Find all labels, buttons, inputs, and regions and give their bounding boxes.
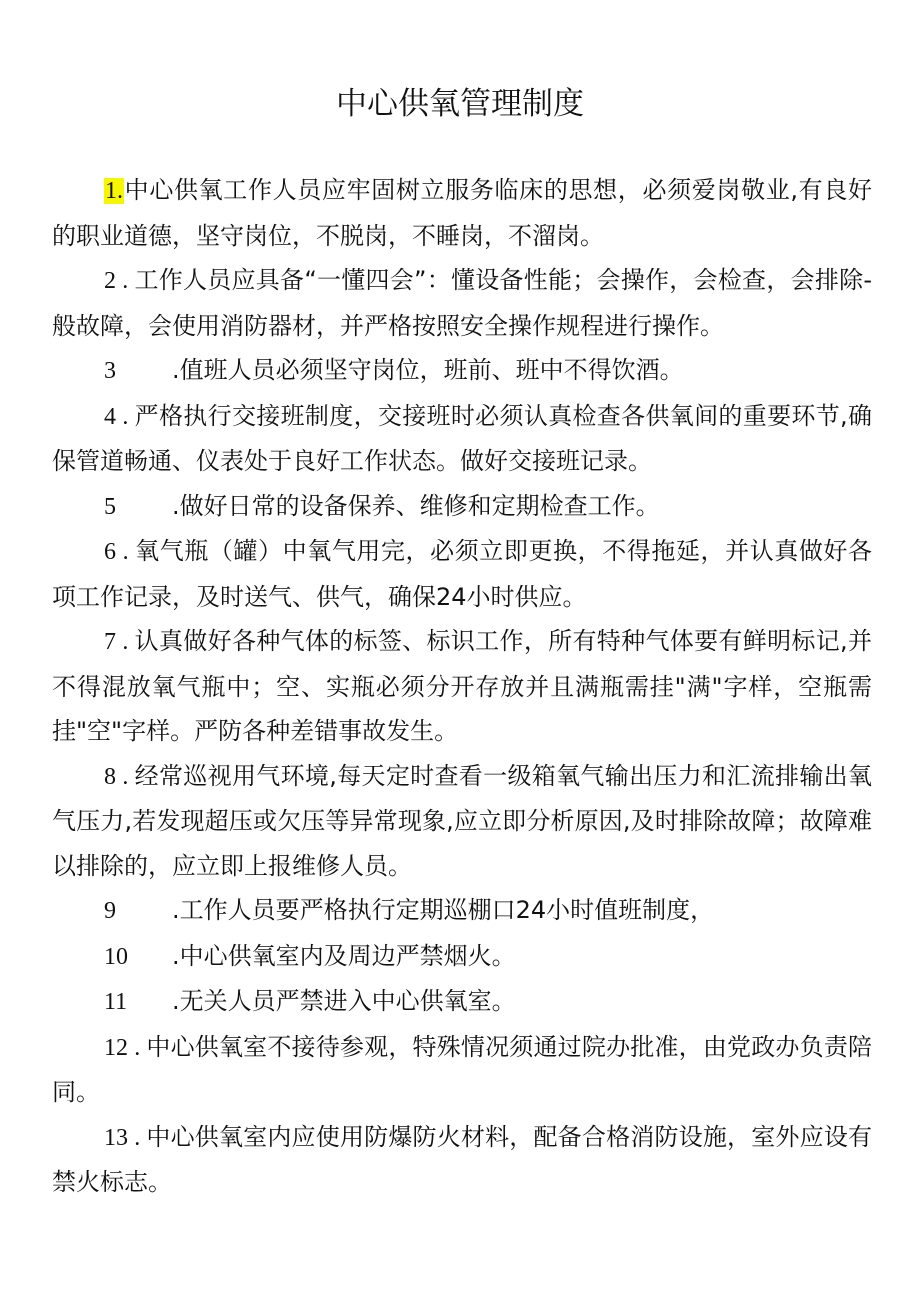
item-number: 8 . xyxy=(104,763,129,790)
item-number: 7 . xyxy=(104,629,129,655)
item-number: 13 . xyxy=(104,1124,141,1151)
regulation-item-9 xyxy=(52,888,872,934)
item-text: 经常巡视用气环境,每天定时查看一级箱氧气输出压力和汇流排输出氧气压力,若发现超压或欠压等异常现象,应立即分析原因,及时排除故障；故障难以排除的，应立即上报维修人员。 xyxy=(52,761,872,880)
item-number-highlighted: 1. xyxy=(105,178,123,204)
item-text: 氧气瓶（罐）中氧气用完，必须立即更换，不得拖延，并认真做好各项工作记录，及时送气、供气，确保24小时供应。 xyxy=(52,537,873,611)
item-text: 中心供氧室内应使用防爆防火材料，配备合格消防设施，室外应设有禁火标志。 xyxy=(52,1122,873,1196)
regulation-item-13 xyxy=(52,1115,872,1205)
item-text: 中心供氧工作人员应牢固树立服务临床的思想，必须爱岗敬业,有良好的职业道德，坚守岗位，不脱岗，不睡岗，不溜岗。 xyxy=(52,176,872,250)
item-text: 认真做好各种气体的标签、标识工作，所有特种气体要有鲜明标记,并不得混放氧气瓶中；空、实瓶必须分开存放并且满瓶需挂"满"字样，空瓶需挂"空"字样。严防各种差错事故发生。 xyxy=(52,627,872,745)
regulation-item-3 xyxy=(52,348,872,394)
item-text: 工作人员应具备“一懂四会”：懂设备性能；会操作，会检查，会排除-般故障，会使用消防器材，并严格按照安全操作规程进行操作。 xyxy=(52,266,873,340)
item-number: 11 xyxy=(104,989,128,1015)
regulation-list xyxy=(52,168,872,1205)
item-number: 9 xyxy=(104,898,116,924)
item-text: .工作人员要严格执行定期巡棚口24小时值班制度， xyxy=(172,896,715,924)
item-number: 2 . xyxy=(104,268,129,294)
item-text: 中心供氧室不接待参观，特殊情况须通过院办批准，由党政办负责陪同。 xyxy=(52,1032,873,1106)
regulation-item-5 xyxy=(52,484,872,530)
item-text: .中心供氧室内及周边严禁烟火。 xyxy=(172,941,516,970)
regulation-item-10 xyxy=(52,934,872,980)
item-number: 3 xyxy=(104,358,116,384)
regulation-item-1 xyxy=(52,168,872,258)
regulation-item-11 xyxy=(52,979,872,1025)
item-number: 4 . xyxy=(104,403,129,430)
document-title: 中心供氧管理制度 xyxy=(336,86,584,122)
item-number: 10 xyxy=(104,943,128,970)
regulation-item-8 xyxy=(52,754,872,889)
regulation-item-7 xyxy=(52,619,872,754)
item-number: 5 xyxy=(104,493,116,520)
regulation-item-4 xyxy=(52,394,872,484)
regulation-item-6 xyxy=(52,529,872,619)
item-text: .做好日常的设备保养、维修和定期检查工作。 xyxy=(172,491,660,520)
item-number: 6 . xyxy=(104,539,129,565)
item-text: 严格执行交接班制度，交接班时必须认真检查各供氧间的重要环节,确保管道畅通、仪表处于良好工作状态。做好交接班记录。 xyxy=(52,401,872,475)
item-number: 12 . xyxy=(104,1034,141,1061)
item-text: .值班人员必须坚守岗位，班前、班中不得饮酒。 xyxy=(172,356,684,384)
regulation-item-12 xyxy=(52,1025,872,1115)
regulation-item-2 xyxy=(52,258,872,348)
item-text: .无关人员严禁进入中心供氧室。 xyxy=(172,987,516,1015)
